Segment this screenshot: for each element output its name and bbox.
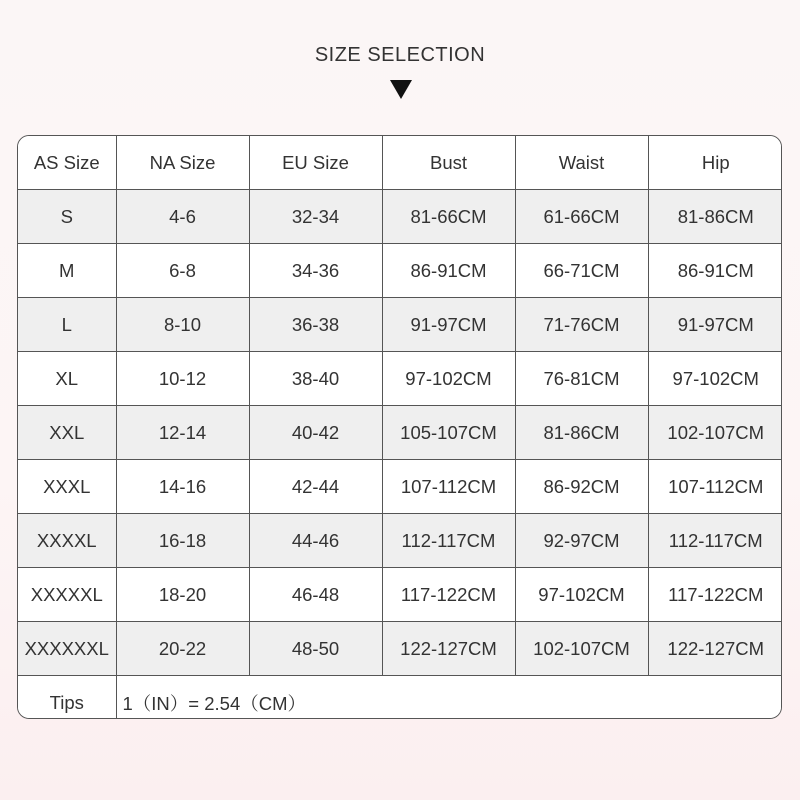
cell-hip: 102-107CM — [648, 406, 782, 460]
cell-as-size: XXXXXL — [18, 568, 116, 622]
cell-as-size: S — [18, 190, 116, 244]
cell-bust: 117-122CM — [382, 568, 515, 622]
cell-waist: 66-71CM — [515, 244, 648, 298]
cell-waist: 97-102CM — [515, 568, 648, 622]
cell-waist: 76-81CM — [515, 352, 648, 406]
cell-waist: 92-97CM — [515, 514, 648, 568]
header-bust: Bust — [382, 136, 515, 190]
cell-na-size: 8-10 — [116, 298, 249, 352]
header-waist: Waist — [515, 136, 648, 190]
cell-bust: 91-97CM — [382, 298, 515, 352]
cell-na-size: 16-18 — [116, 514, 249, 568]
cell-eu-size: 40-42 — [249, 406, 382, 460]
cell-hip: 97-102CM — [648, 352, 782, 406]
cell-eu-size: 32-34 — [249, 190, 382, 244]
table-row — [18, 352, 782, 406]
cell-hip: 117-122CM — [648, 568, 782, 622]
cell-eu-size: 46-48 — [249, 568, 382, 622]
table-row — [18, 568, 782, 622]
cell-na-size: 6-8 — [116, 244, 249, 298]
cell-bust: 81-66CM — [382, 190, 515, 244]
header-eu-size: EU Size — [249, 136, 382, 190]
cell-eu-size: 34-36 — [249, 244, 382, 298]
cell-waist: 102-107CM — [515, 622, 648, 676]
page-title: SIZE SELECTION — [314, 44, 486, 66]
cell-eu-size: 42-44 — [249, 460, 382, 514]
cell-bust: 122-127CM — [382, 622, 515, 676]
cell-as-size: L — [18, 298, 116, 352]
header-hip: Hip — [648, 136, 782, 190]
table-row — [18, 460, 782, 514]
cell-bust: 86-91CM — [382, 244, 515, 298]
cell-as-size: M — [18, 244, 116, 298]
cell-hip: 86-91CM — [648, 244, 782, 298]
cell-waist: 61-66CM — [515, 190, 648, 244]
tips-label: Tips — [18, 676, 116, 720]
cell-as-size: XXL — [18, 406, 116, 460]
cell-eu-size: 36-38 — [249, 298, 382, 352]
cell-hip: 112-117CM — [648, 514, 782, 568]
table-row — [18, 298, 782, 352]
cell-hip: 107-112CM — [648, 460, 782, 514]
cell-as-size: XXXL — [18, 460, 116, 514]
size-table — [18, 136, 782, 719]
table-row — [18, 244, 782, 298]
cell-bust: 105-107CM — [382, 406, 515, 460]
table-row — [18, 406, 782, 460]
header-na-size: NA Size — [116, 136, 249, 190]
cell-as-size: XXXXL — [18, 514, 116, 568]
cell-na-size: 20-22 — [116, 622, 249, 676]
cell-bust: 107-112CM — [382, 460, 515, 514]
table-row — [18, 514, 782, 568]
header-as-size: AS Size — [18, 136, 116, 190]
cell-na-size: 18-20 — [116, 568, 249, 622]
cell-na-size: 4-6 — [116, 190, 249, 244]
cell-na-size: 12-14 — [116, 406, 249, 460]
cell-hip: 81-86CM — [648, 190, 782, 244]
cell-as-size: XL — [18, 352, 116, 406]
cell-bust: 97-102CM — [382, 352, 515, 406]
cell-hip: 122-127CM — [648, 622, 782, 676]
size-table-container — [17, 135, 782, 719]
cell-na-size: 14-16 — [116, 460, 249, 514]
cell-as-size: XXXXXXL — [18, 622, 116, 676]
cell-waist: 81-86CM — [515, 406, 648, 460]
cell-waist: 71-76CM — [515, 298, 648, 352]
table-row — [18, 622, 782, 676]
cell-eu-size: 48-50 — [249, 622, 382, 676]
cell-bust: 112-117CM — [382, 514, 515, 568]
cell-hip: 91-97CM — [648, 298, 782, 352]
cell-waist: 86-92CM — [515, 460, 648, 514]
table-row — [18, 190, 782, 244]
cell-na-size: 10-12 — [116, 352, 249, 406]
cell-eu-size: 38-40 — [249, 352, 382, 406]
tips-value: 1（IN）= 2.54（CM） — [116, 676, 782, 720]
cell-eu-size: 44-46 — [249, 514, 382, 568]
tips-row — [18, 676, 782, 720]
triangle-down-icon — [390, 80, 412, 99]
table-header-row — [18, 136, 782, 190]
